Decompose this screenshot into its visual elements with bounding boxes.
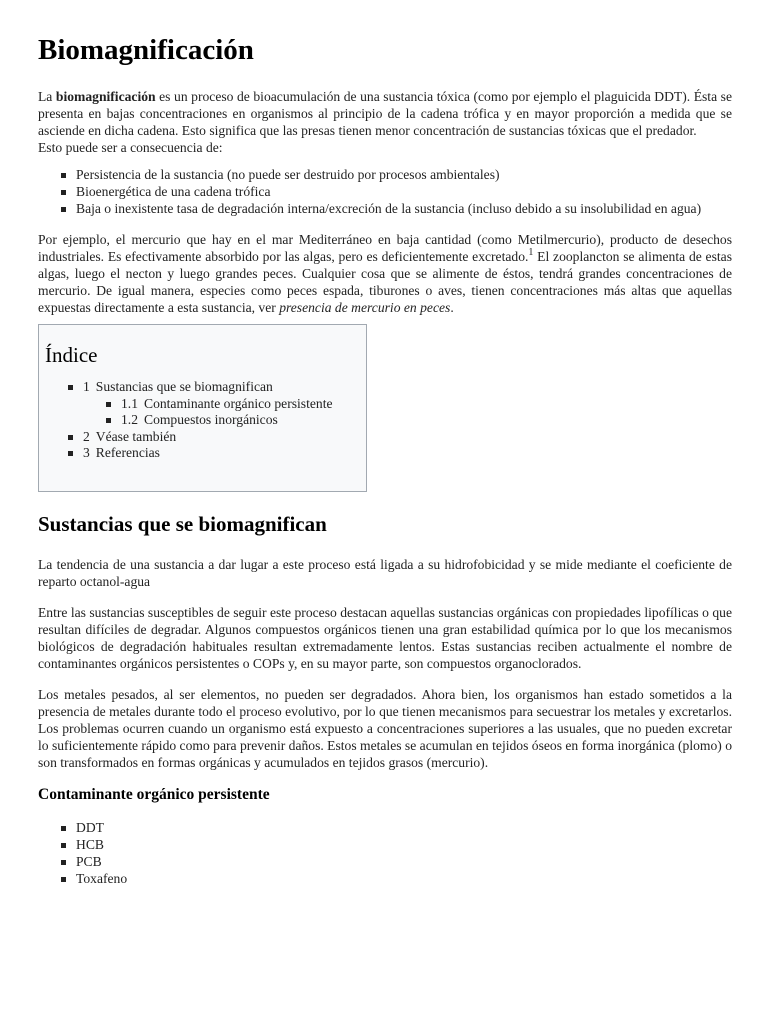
causes-list [38,166,732,217]
subsection-heading: Contaminante orgánico persistente [38,786,270,803]
toc-link[interactable]: 3 Referencias [83,445,160,460]
intro-paragraph: La biomagnificación es un proceso de bioacumulación de una sustancia tóxica (como por ejemplo el plaguicida DDT). Ésta se presenta en bajas concentraciones en organismos al principio de la cadena trófica y en mayor proporción a medida que se asciende en dicha cadena. Esto significa que las presas tienen menor concentración de sustancias tóxicas que el predador. [38,89,732,138]
page-title: Biomagnificación [38,34,254,66]
list-item: DDT [76,819,732,836]
list-item: Baja o inexistente tasa de degradación interna/excreción de la sustancia (incluso debido a su insolubilidad en agua) [76,200,732,217]
toc-sublist [83,396,360,429]
list-item: Persistencia de la sustancia (no puede ser destruido por procesos ambientales) [76,166,732,183]
article [38,0,732,887]
toc-number: 1.1 [121,395,138,411]
toc-link[interactable]: 1.2 Compuestos inorgánicos [121,412,278,427]
toc-item[interactable] [83,429,360,446]
list-item: PCB [76,853,732,870]
list-item: Toxafeno [76,870,732,887]
example-paragraph: Por ejemplo, el mercurio que hay en el mar Mediterráneo en baja cantidad (como Metilmercurio), producto de desechos industriales. Es efectivamente absorbido por las algas, pero es deficientemente excretado.$^1$ El zooplancton se alimenta de estas algas, luego el necton y luego grandes peces. Cualquier cosa que se alimente de éstos, tendrá grandes concentraciones de mercurio. De igual manera, especies como peces espada, tiburones o aves, tienen concentraciones más altas que aquellas expuestas directamente a esta sustancia, ver presencia de mercurio en peces. [38,232,732,315]
section-heading: Sustancias que se biomagnifican [38,512,327,536]
toc-link[interactable]: 1 Sustancias que se biomagnifican [83,379,273,394]
reference-link[interactable]: 1 [528,247,534,258]
table-of-contents [38,324,367,492]
pollutants-list [38,819,732,887]
bold-term: biomagnificación [55,89,156,104]
toc-number: 1 [83,379,90,394]
toc-link[interactable]: 1.1 Contaminante orgánico persistente [121,395,333,411]
section-paragraph: Entre las sustancias susceptibles de seguir este proceso destacan aquellas sustancias orgánicas con propiedades lipofílicas o que resultan difíciles de degradar. Algunos compuestos orgánicos tienen una gran estabilidad química por lo que los mecanismos biológicos de degradación habituales resultan extremadamente lentos. Estas sustancias reciben actualmente el nombre de contaminantes orgánicos persistentes o COPs y, en su mayor parte, son compuestos organoclorados. [38,605,732,671]
italic-link[interactable]: presencia de mercurio en peces [279,300,451,315]
list-item: HCB [76,836,732,853]
toc-number: 2 [83,428,90,444]
toc-item[interactable] [83,379,360,429]
toc-title: Índice [45,343,98,367]
section-paragraph: La tendencia de una sustancia a dar lugar a este proceso está ligada a su hidrofobicidad y se mide mediante el coeficiente de reparto octanol-agua [38,557,732,589]
toc-link[interactable]: 2 Véase también [83,428,177,444]
list-item: Bioenergética de una cadena trófica [76,183,732,200]
toc-number: 3 [83,445,90,460]
toc-item[interactable] [121,412,360,429]
toc-item[interactable] [121,396,360,413]
toc-list [45,379,360,462]
intro-lead-in: Esto puede ser a consecuencia de: [38,140,223,155]
toc-number: 1.2 [121,412,138,427]
toc-item[interactable] [83,445,360,462]
section-paragraph: Los metales pesados, al ser elementos, no pueden ser degradados. Ahora bien, los organismos han estado sometidos a la presencia de metales durante todo el proceso evolutivo, por lo que tienen mecanismos para secuestrar los metales y excretarlos. Los problemas ocurren cuando un organismo está expuesto a concentraciones superiores a las usuales, que no pueden excretar lo suficientemente rápido como para prevenir daños. Estos metales se acumulan en tejidos óseos en forma inorgánica (plomo) o son transformados en formas orgánicas y acumulados en tejidos grasos (mercurio). [38,687,732,770]
